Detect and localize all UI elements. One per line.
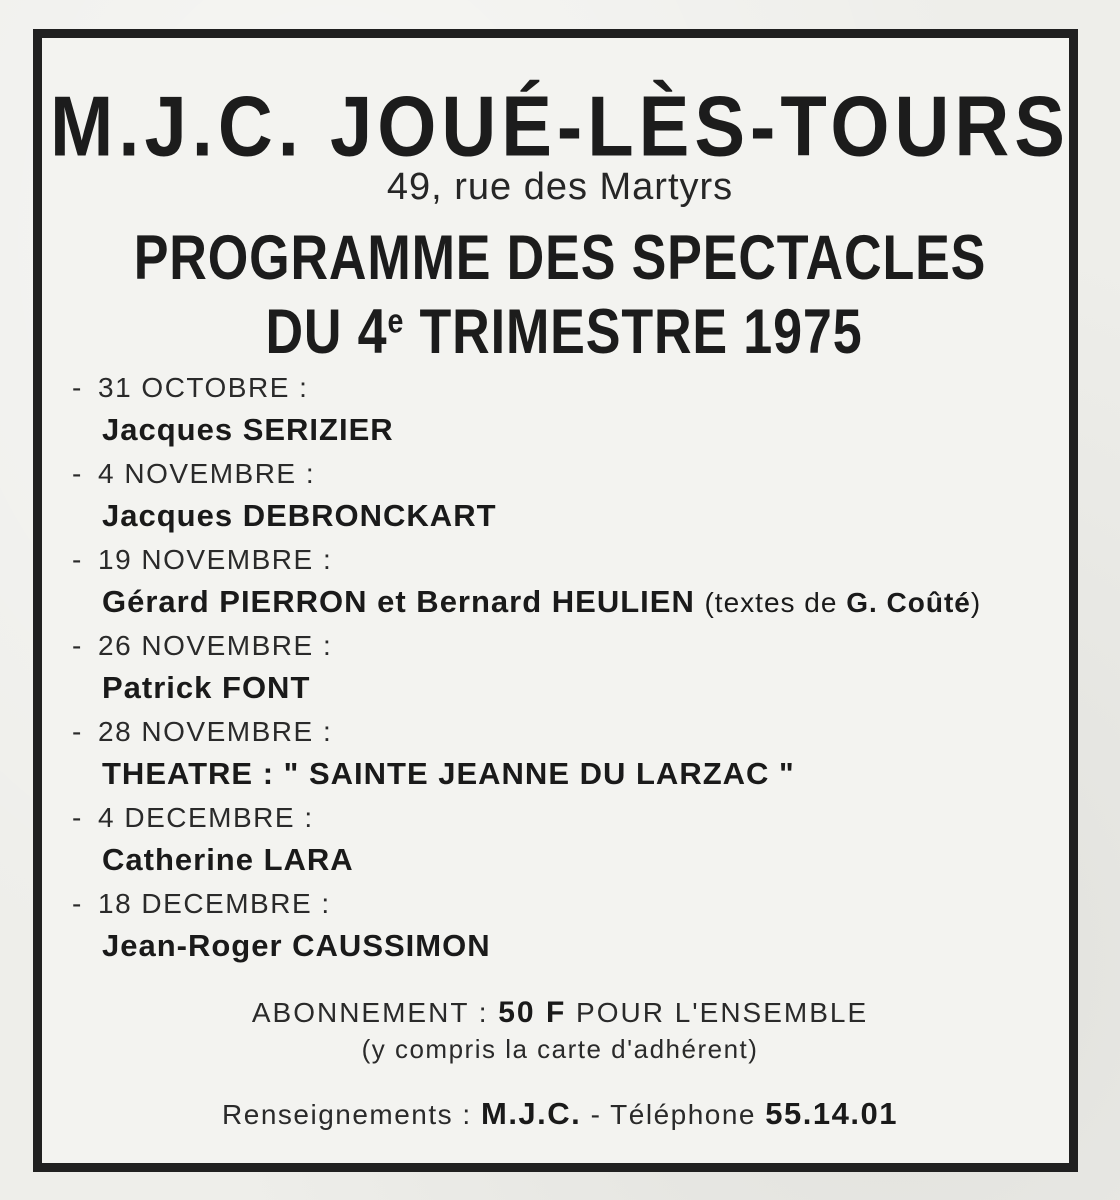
event-date-text: 31 OCTOBRE : — [98, 372, 309, 403]
event-note-end: ) — [970, 587, 982, 618]
event-date — [72, 626, 1072, 666]
info-organization: M.J.C. — [481, 1096, 582, 1131]
info-separator: - Téléphone — [581, 1099, 766, 1130]
event-artist — [72, 580, 1072, 626]
heading-ordinal-suffix: e — [387, 302, 405, 341]
subscription-scope: POUR L'ENSEMBLE — [566, 997, 869, 1028]
event-item — [72, 540, 1072, 626]
event-item — [72, 884, 1072, 970]
event-date-text: 4 NOVEMBRE : — [98, 458, 316, 489]
list-dash: - — [72, 544, 83, 575]
event-note — [704, 587, 981, 618]
phone-number: 55.14.01 — [765, 1096, 898, 1131]
ad-title: M.J.C. JOUÉ-LÈS-TOURS — [50, 79, 1070, 175]
ad-address: 49, rue des Martyrs — [386, 166, 734, 208]
event-artist: Jean-Roger CAUSSIMON — [102, 928, 491, 963]
heading-line2-start: DU 4 — [265, 297, 388, 368]
event-item — [72, 454, 1072, 540]
event-item — [72, 368, 1072, 454]
info-label: Renseignements : — [222, 1099, 481, 1130]
heading-line2-end: TRIMESTRE 1975 — [404, 297, 863, 368]
event-note-start: (textes de — [704, 587, 847, 618]
event-date — [72, 540, 1072, 580]
event-artist: Patrick FONT — [102, 670, 311, 705]
event-artist: Catherine LARA — [102, 842, 354, 877]
list-dash: - — [72, 372, 83, 403]
event-date — [72, 884, 1072, 924]
list-dash: - — [72, 458, 83, 489]
event-note-author: G. Coûté — [846, 587, 971, 618]
list-dash: - — [72, 888, 83, 919]
event-artist-names: Gérard PIERRON et Bernard HEULIEN — [102, 584, 695, 619]
event-date-text: 4 DECEMBRE : — [98, 802, 314, 833]
list-dash: - — [72, 716, 83, 747]
event-date-text: 18 DECEMBRE : — [98, 888, 331, 919]
event-date — [72, 368, 1072, 408]
event-date — [72, 712, 1072, 752]
subscription-line — [0, 996, 1120, 1030]
event-date-text: 28 NOVEMBRE : — [98, 716, 333, 747]
info-line — [0, 1096, 1120, 1132]
program-heading-line2 — [94, 296, 1035, 368]
event-item — [72, 712, 1072, 798]
event-item — [72, 626, 1072, 712]
subscription-label: ABONNEMENT : — [251, 997, 499, 1028]
event-artist: Jacques DEBRONCKART — [102, 498, 497, 533]
event-item — [72, 798, 1072, 884]
list-dash: - — [72, 802, 83, 833]
event-date-text: 19 NOVEMBRE : — [98, 544, 333, 575]
event-artist: THEATRE : " SAINTE JEANNE DU LARZAC " — [102, 756, 795, 791]
event-date-text: 26 NOVEMBRE : — [98, 630, 333, 661]
subscription-note: (y compris la carte d'adhérent) — [361, 1034, 759, 1064]
event-artist: Jacques SERIZIER — [102, 412, 394, 447]
list-dash: - — [72, 630, 83, 661]
event-date — [72, 798, 1072, 838]
subscription-price: 50 F — [498, 996, 567, 1029]
event-list — [72, 368, 1072, 970]
event-date — [72, 454, 1072, 494]
program-heading-line1: PROGRAMME DES SPECTACLES — [133, 223, 987, 294]
